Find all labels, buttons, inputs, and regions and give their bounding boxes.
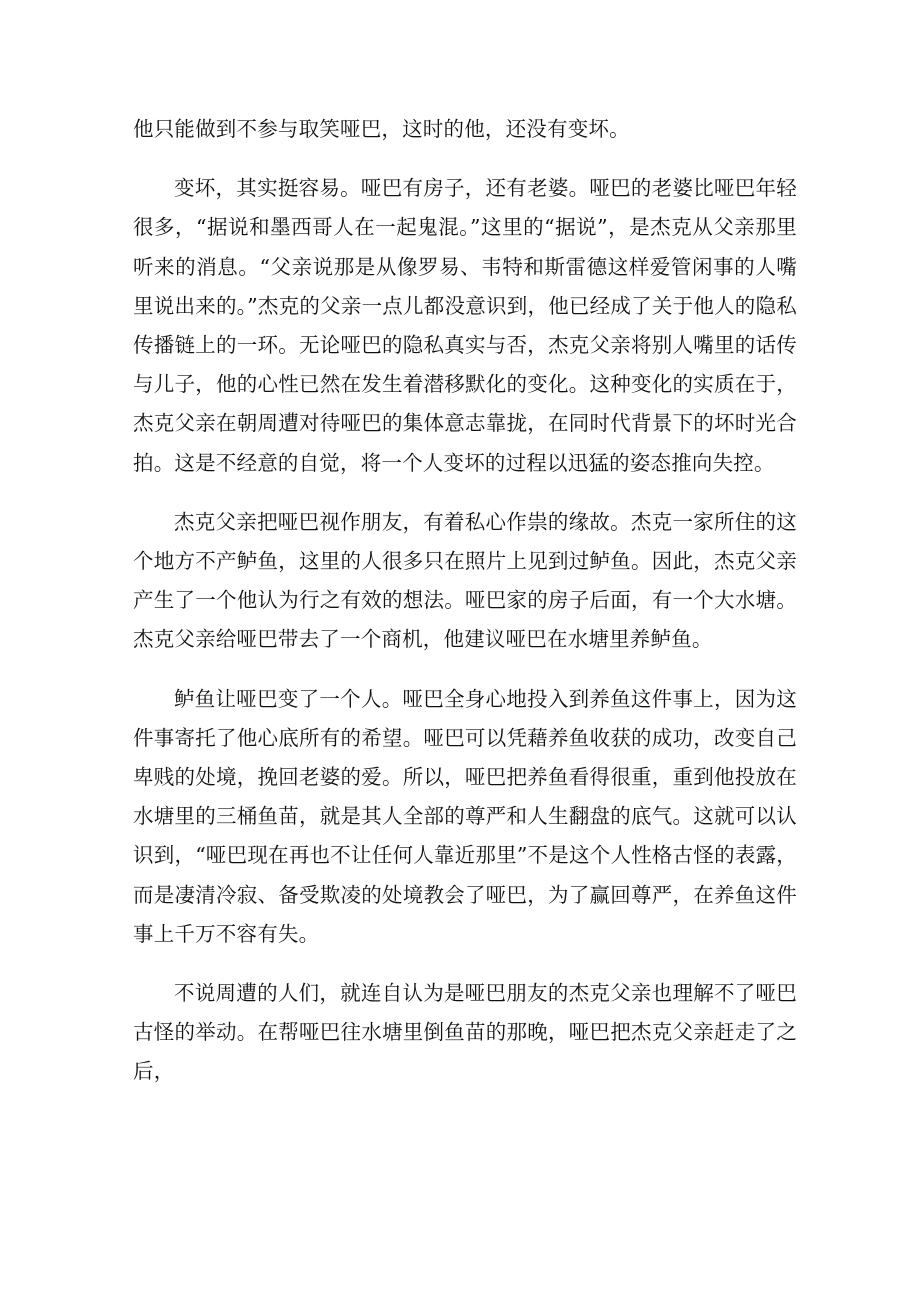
paragraph-2: 变坏，其实挺容易。哑巴有房子，还有老婆。哑巴的老婆比哑巴年轻很多，“据说和墨西哥人在一起鬼混。”这里的“据说”，是杰克从父亲那里听来的消息。“父亲说那是从像罗易、韦特和斯雷德这样爱管闲事的人嘴里说出来的。”杰克的父亲一点儿都没意识到，他已经成了关于他人的隐私传播链上的一环。无论哑巴的隐私真实与否，杰克父亲将别人嘴里的话传与儿子，他的心性已然在发生着潜移默化的变化。这种变化的实质在于，杰克父亲在朝周遭对待哑巴的集体意志靠拢，在同时代背景下的坏时光合拍。这是不经意的自觉，将一个人变坏的过程以迅猛的姿态推向失控。 [133,176,797,475]
paragraph-1: 他只能做到不参与取笑哑巴，这时的他，还没有变坏。 [133,117,630,141]
paragraph-5: 不说周遭的人们，就连自认为是哑巴朋友的杰克父亲也理解不了哑巴古怪的举动。在帮哑巴往水塘里倒鱼苗的那晚，哑巴把杰克父亲赶走了之后， [133,981,797,1084]
paragraph-3: 杰克父亲把哑巴视作朋友，有着私心作祟的缘故。杰克一家所住的这个地方不产鲈鱼，这里的人很多只在照片上见到过鲈鱼。因此，杰克父亲产生了一个他认为行之有效的想法。哑巴家的房子后面，有一个大水塘。杰克父亲给哑巴带去了一个商机，他建议哑巴在水塘里养鲈鱼。 [133,509,797,652]
document-body [133,110,797,1112]
paragraph-4: 鲈鱼让哑巴变了一个人。哑巴全身心地投入到养鱼这件事上，因为这件事寄托了他心底所有的希望。哑巴可以凭藉养鱼收获的成功，改变自己卑贱的处境，挽回老婆的爱。所以，哑巴把养鱼看得很重，重到他投放在水塘里的三桶鱼苗，就是其人全部的尊严和人生翻盘的底气。这就可以认识到，“哑巴现在再也不让任何人靠近那里”不是这个人性格古怪的表露，而是凄清冷寂、备受欺凌的处境教会了哑巴，为了赢回尊严，在养鱼这件事上千万不容有失。 [133,686,797,946]
